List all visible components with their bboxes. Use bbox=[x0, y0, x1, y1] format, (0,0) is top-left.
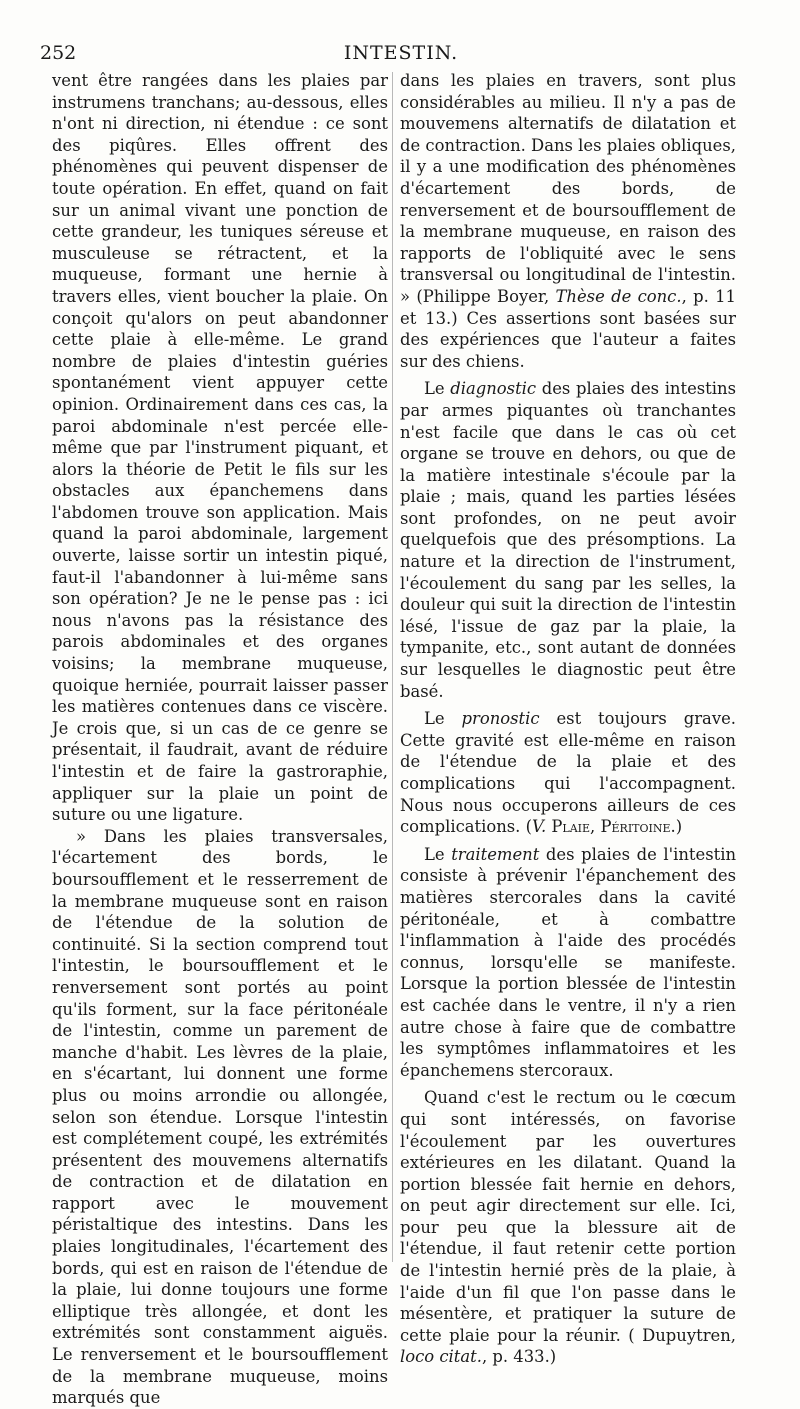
diagnostic-paragraph bbox=[400, 378, 736, 702]
reference-close: ) bbox=[675, 817, 683, 837]
rectum-text: Quand c'est le rectum ou le cœcum qui sont intéressés, on favorise l'écoulement par les ouvertures extérieures en les dilatant. Quand la portion blessée fait hernie en dehors, on peut agir directement sur elle. Ici, pour peu que la blessure ait de l'étendue, il faut retenir cette portion de l'intestin hernié près de la plaie, à l'aide d'un fil que l'on passe dans le mésentère, et pratiquer la suture de cette plaie pour la réunir. ( Dupuytren, bbox=[400, 1088, 736, 1345]
traitement-paragraph bbox=[400, 844, 736, 1082]
cross-reference: Plaie, Péritoine. bbox=[551, 817, 676, 837]
thesis-title: Thèse de conc. bbox=[555, 286, 682, 306]
page-header bbox=[40, 38, 762, 68]
running-title: INTESTIN. bbox=[343, 42, 459, 64]
left-paragraph-1: vent être rangées dans les plaies par instrumens tranchans; au-dessous, elles n'ont ni direction, ni étendue : ce sont des piqûres. Elles offrent des phénomènes qui peuvent dispenser de toute opération. En effet, quand on fait sur un animal vivant une ponction de cette grandeur, les tuniques séreuse et musculeuse se rétractent, et la muqueuse, formant une hernie à travers elles, vient boucher la plaie. On conçoit qu'alors on peut abandonner cette plaie à elle-même. Le grand nombre de plaies d'intestin guéries spontanément vient appuyer cette opinion. Ordinairement dans ces cas, la paroi abdominale n'est percée elle-même que par l'instrument piquant, et alors la théorie de Petit le fils sur les obstacles aux épanchemens dans l'abdomen trouve son application. Mais quand la paroi abdominale, largement ouverte, laisse sortir un intestin piqué, faut-il l'abandonner à lui-même sans son opération? Je ne le pense pas : ici nous n'avons pas la résistance des parois abdominales et des organes voisins; la membrane muqueuse, quoique herniée, pourrait laisser passer les matières contenues dans ce viscère. Je crois que, si un cas de ce genre se présentait, il faudrait, avant de réduire l'intestin et de faire la gastroraphie, appliquer sur la plaie un point de suture ou une ligature. bbox=[52, 71, 388, 825]
quote-text: dans les plaies en travers, sont plus considérables au milieu. Il n'y a pas de mouvemens alternatifs de dilatation et de contraction. Dans les plaies obliques, il y a une modification des phénomènes d'écartement des bords, de renversement et de boursoufflement de la membrane muqueuse, en raison des rapports de l'obliquité avec le sens transversal ou longitudinal de l'intestin. » (Philippe Boyer, bbox=[400, 71, 736, 306]
left-paragraph-2: » Dans les plaies transversales, l'écartement des bords, le boursoufflement et le resserrement de la membrane muqueuse sont en raison de l'étendue de la solution de continuité. Si la section comprend tout l'intestin, le boursoufflement et le renversement sont portés au point qu'ils forment, sur la face péritonéale de l'intestin, comme un parement de manche d'habit. Les lèvres de la plaie, en s'écartant, lui donnent une forme plus ou moins arrondie ou allongée, selon son étendue. Lorsque l'intestin est complétement coupé, les extrémités présentent des mouvemens alternatifs de contraction et de dilatation en rapport avec le mouvement péristaltique des intestins. Dans les plaies longitudinales, l'écartement des bords, qui est en raison de l'étendue de la plaie, lui donne toujours une forme elliptique très allongée, et dont les extrémités sont constamment aiguës. Le renversement et le boursoufflement de la membrane muqueuse, moins marqués que bbox=[52, 826, 388, 1408]
right-column bbox=[400, 70, 736, 1368]
reference-see: V. bbox=[532, 817, 547, 837]
diagnostic-lead: Le bbox=[424, 379, 445, 399]
citation-loco: loco citat. bbox=[400, 1347, 482, 1367]
citation-tail: , p. 433.) bbox=[481, 1347, 557, 1367]
traitement-lead: Le bbox=[424, 844, 445, 864]
column-divider bbox=[392, 72, 393, 1262]
pronostic-term: pronostic bbox=[461, 709, 540, 729]
traitement-text: des plaies de l'intestin consiste à prévenir l'épanchement des matières stercorales dans la cavité péritonéale, et à combattre l'inflammation à l'aide des procédés connus, lorsqu'elle se manifeste. Lorsque la portion blessée de l'intestin est cachée dans le ventre, il n'y a rien autre chose à faire que de combattre les symptômes inflammatoires et les épanchemens stercoraux. bbox=[400, 844, 736, 1080]
page-number: 252 bbox=[40, 42, 77, 64]
diagnostic-text: des plaies des intestins par armes piquantes où tranchantes n'est facile que dans le cas où cet organe se trouve en dehors, ou que de la matière intestinale s'écoule par la plaie ; mais, quand les parties lésées sont profondes, on ne peut avoir quelquefois que des présomptions. La nature et la direction de l'instrument, l'écoulement du sang par les selles, la douleur qui suit la direction de l'intestin lésé, l'issue de gaz par la plaie, la tympanite, etc., sont autant de données sur lesquelles le diagnostic peut être basé. bbox=[400, 379, 736, 701]
rectum-paragraph bbox=[400, 1087, 736, 1368]
traitement-term: traitement bbox=[451, 844, 540, 864]
left-column bbox=[52, 70, 388, 1409]
diagnostic-term: diagnostic bbox=[450, 379, 537, 399]
pronostic-lead: Le bbox=[424, 709, 445, 729]
pronostic-text: est toujours grave. Cette gravité est elle-même en raison de l'étendue de la plaie et des complications qui l'accompagnent. Nous nous occuperons ailleurs de ces complications. ( bbox=[400, 709, 736, 837]
right-paragraph-1 bbox=[400, 70, 736, 372]
pronostic-paragraph bbox=[400, 708, 736, 838]
quote-tail: , p. 11 et 13.) Ces assertions sont basées sur des expériences que l'auteur a faites sur des chiens. bbox=[400, 286, 736, 371]
